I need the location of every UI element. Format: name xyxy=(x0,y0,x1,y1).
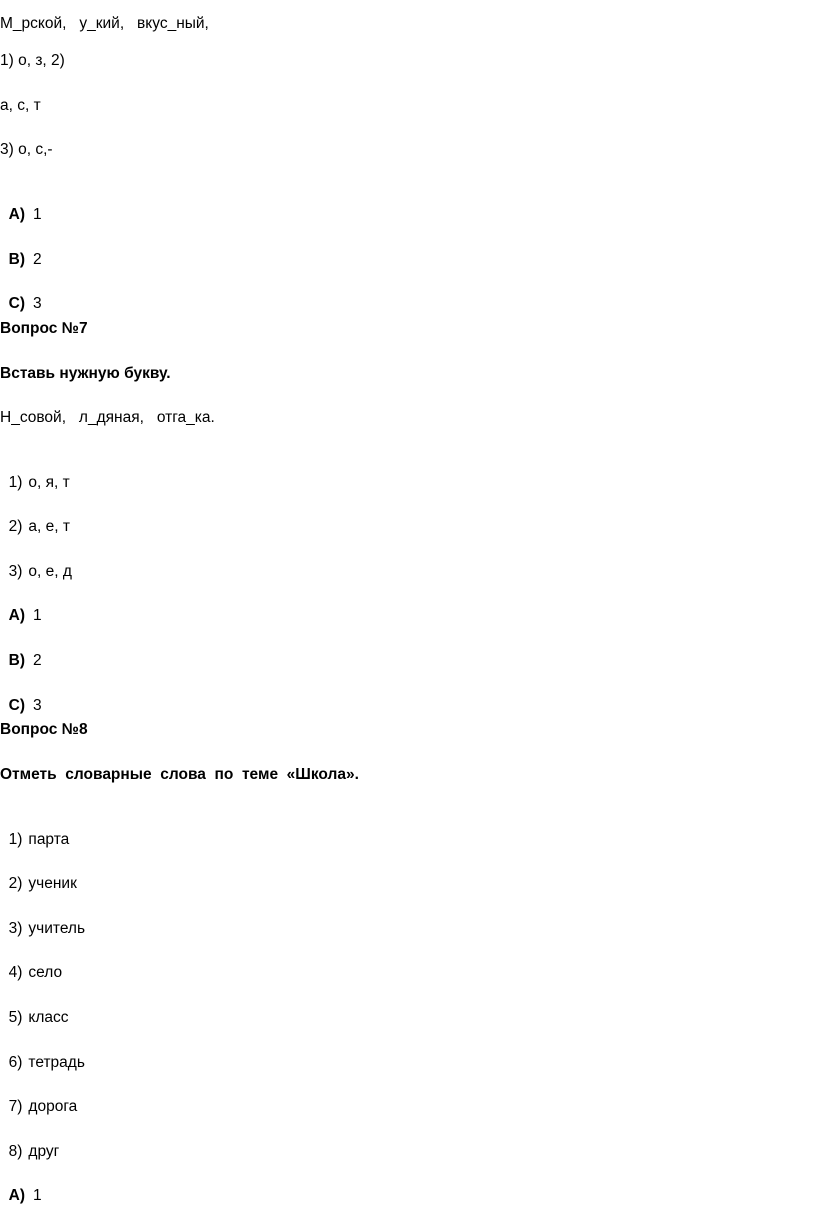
answer-letter: А) xyxy=(8,607,25,624)
option-number: 7) xyxy=(8,1098,23,1115)
q8-option-6[interactable] xyxy=(0,1033,85,1073)
option-text: класс xyxy=(28,1009,69,1026)
q6-option-1: 1) о, з, 2) xyxy=(0,52,65,69)
q6-answer-c[interactable] xyxy=(0,274,42,314)
q8-answer-a[interactable] xyxy=(0,1166,42,1206)
q7-option-1[interactable] xyxy=(0,453,70,493)
option-number: 6) xyxy=(8,1054,23,1071)
option-text: село xyxy=(28,964,63,981)
q7-answer-c[interactable] xyxy=(0,676,42,716)
q8-instruction: Отметь словарные слова по теме «Школа». xyxy=(0,766,359,783)
q6-answer-a[interactable] xyxy=(0,185,42,225)
answer-letter: В) xyxy=(8,652,25,669)
answer-letter: В) xyxy=(8,251,25,268)
option-number: 2) xyxy=(8,875,23,892)
q7-answer-a[interactable] xyxy=(0,586,42,626)
option-number: 1) xyxy=(8,831,23,848)
q8-option-4[interactable] xyxy=(0,943,62,983)
option-text: учитель xyxy=(28,920,86,937)
option-text: а, е, т xyxy=(28,518,70,535)
option-text: ученик xyxy=(28,875,77,892)
answer-letter: С) xyxy=(8,697,25,714)
answer-value: 1 xyxy=(32,607,42,624)
answer-value: 1 xyxy=(32,1187,42,1204)
q7-title: Вопрос №7 xyxy=(0,320,88,337)
option-number: 8) xyxy=(8,1143,23,1160)
q8-option-3[interactable] xyxy=(0,899,85,939)
answer-value: 2 xyxy=(32,652,42,669)
q8-option-8[interactable] xyxy=(0,1122,59,1162)
q7-option-3[interactable] xyxy=(0,542,72,582)
answer-letter: С) xyxy=(8,295,25,312)
answer-letter: А) xyxy=(8,1187,25,1204)
option-text: друг xyxy=(28,1143,60,1160)
q7-option-2[interactable] xyxy=(0,497,70,537)
option-text: о, я, т xyxy=(28,474,70,491)
option-number: 1) xyxy=(8,474,23,491)
q6-option-3: 3) о, с,- xyxy=(0,141,53,158)
option-text: тетрадь xyxy=(28,1054,85,1071)
q8-option-1[interactable] xyxy=(0,810,69,850)
option-text: о, е, д xyxy=(28,563,72,580)
answer-value: 3 xyxy=(32,295,42,312)
q8-option-2[interactable] xyxy=(0,854,77,894)
option-number: 3) xyxy=(8,920,23,937)
q7-instruction: Вставь нужную букву. xyxy=(0,365,171,382)
q8-title: Вопрос №8 xyxy=(0,721,88,738)
q6-option-2: а, с, т xyxy=(0,97,41,114)
q6-words: М_рской, у_кий, вкус_ный, xyxy=(0,15,209,32)
answer-value: 3 xyxy=(32,697,42,714)
q7-words: Н_совой, л_дяная, отга_ка. xyxy=(0,409,215,426)
option-text: дорога xyxy=(28,1098,78,1115)
q7-answer-b[interactable] xyxy=(0,631,42,671)
q8-option-7[interactable] xyxy=(0,1077,77,1117)
option-number: 2) xyxy=(8,518,23,535)
option-number: 5) xyxy=(8,1009,23,1026)
answer-value: 2 xyxy=(32,251,42,268)
q6-answer-b[interactable] xyxy=(0,230,42,270)
option-number: 4) xyxy=(8,964,23,981)
answer-value: 1 xyxy=(32,206,42,223)
option-number: 3) xyxy=(8,563,23,580)
q8-option-5[interactable] xyxy=(0,988,69,1028)
answer-letter: А) xyxy=(8,206,25,223)
option-text: парта xyxy=(28,831,70,848)
